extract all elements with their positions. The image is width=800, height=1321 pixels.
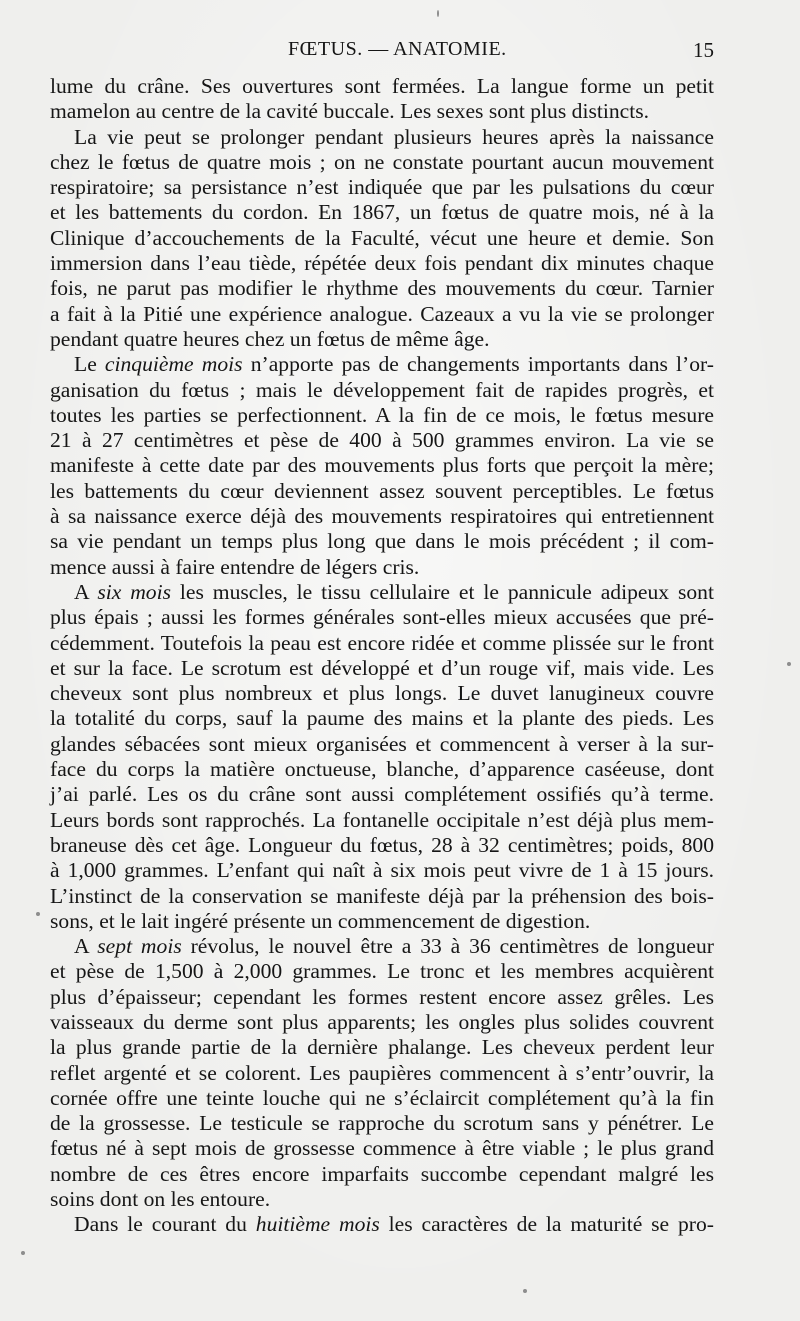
italic-term: six mois (97, 579, 171, 604)
running-head (48, 38, 714, 66)
text-line: a fait à la Pitié une expérience analogue. Cazeaux a vu la vie se prolonger (50, 301, 714, 326)
paragraph-first-line (50, 352, 714, 377)
text-segment: A (74, 579, 98, 604)
italic-term: cinquième mois (104, 352, 243, 377)
text-line: à sa naissance exerce déjà des mouvements respiratoires qui entretiennent (50, 504, 714, 529)
text-line: fois, ne parut pas modifier le rhythme des mouvements du cœur. Tarnier (50, 276, 714, 301)
text-line: mence aussi à faire entendre de légers cris. (50, 554, 420, 579)
print-speck (21, 1251, 25, 1255)
text-line: j’ai parlé. Les os du crâne sont aussi complétement ossifiés qu’à terme. (50, 782, 714, 807)
text-line: pendant quatre heures chez un fœtus de même âge. (50, 326, 490, 351)
print-speck (437, 10, 439, 17)
text-segment: les muscles, le tissu cellulaire et le pannicule adipeux sont (171, 579, 714, 604)
text-line: cornée offre une teinte louche qui ne s’éclaircit complétement qu’à la fin (50, 1085, 714, 1110)
italic-term: sept mois (97, 934, 182, 959)
text-line: sons, et le lait ingéré présente un commencement de digestion. (50, 908, 591, 933)
italic-term: huitième mois (255, 1212, 380, 1237)
paragraph-first-line (50, 580, 714, 605)
text-line: manifeste à cette date par des mouvements plus forts que perçoit la mère; (50, 453, 714, 478)
text-line: de la grossesse. Le testicule se rapproche du scrotum sans y pénétrer. Le (50, 1111, 714, 1136)
text-line: Leurs bords sont rapprochés. La fontanelle occipitale n’est déjà plus mem- (50, 807, 714, 832)
text-line: cédemment. Toutefois la peau est encore ridée et comme plissée sur le front (50, 630, 714, 655)
text-line: face du corps la matière onctueuse, blanche, d’apparence caséeuse, dont (50, 757, 714, 782)
text-line: vaisseaux du derme sont plus apparents; les ongles plus solides couvrent (50, 1009, 714, 1034)
text-line: Clinique d’accouchements de la Faculté, vécut une heure et demie. Son (50, 225, 714, 250)
text-segment: Dans le courant du (74, 1212, 256, 1237)
running-title: FŒTUS. — ANATOMIE. (288, 38, 507, 60)
text-line: reflet argenté et se colorent. Les paupières commencent à s’entr’ouvrir, la (50, 1060, 714, 1085)
text-segment: n’apporte pas de changements importants dans l’or- (242, 352, 714, 377)
text-line: soins dont on les entoure. (50, 1187, 271, 1212)
text-segment: les caractères de la maturité se pro- (379, 1212, 714, 1237)
text-line: les battements du cœur deviennent assez souvent perceptibles. Le fœtus (50, 478, 714, 503)
print-speck (523, 1289, 527, 1293)
print-speck (787, 662, 791, 666)
body-text (50, 74, 714, 1238)
text-segment: A (74, 934, 98, 959)
text-line: L’instinct de la conservation se manifeste déjà par la préhension des bois- (50, 883, 714, 908)
text-line: 21 à 27 centimètres et pèse de 400 à 500 grammes environ. La vie se (50, 428, 714, 453)
text-line: braneuse dès cet âge. Longueur du fœtus, 28 à 32 centimètres; poids, 800 (50, 832, 714, 857)
text-line: mamelon au centre de la cavité buccale. Les sexes sont plus distincts. (50, 99, 650, 124)
text-line: plus d’épaisseur; cependant les formes restent encore assez grêles. Les (50, 984, 714, 1009)
text-line: fœtus né à sept mois de grossesse commence à être viable ; le plus grand (50, 1136, 714, 1161)
text-line: ganisation du fœtus ; mais le développement fait de rapides progrès, et (50, 377, 714, 402)
text-line: chez le fœtus de quatre mois ; on ne constate pourtant aucun mouvement (50, 149, 714, 174)
text-line: la plus grande partie de la dernière phalange. Les cheveux perdent leur (50, 1035, 714, 1060)
text-line: glandes sébacées sont mieux organisées et commencent à verser à la sur- (50, 731, 714, 756)
text-line: nombre de ces êtres encore imparfaits succombe cependant malgré les (50, 1161, 714, 1186)
text-line: toutes les parties se perfectionnent. A la fin de ce mois, le fœtus mesure (50, 402, 714, 427)
text-line: plus épais ; aussi les formes générales sont-elles mieux accusées que pré- (50, 605, 714, 630)
text-line: à 1,000 grammes. L’enfant qui naît à six mois peut vivre de 1 à 15 jours. (50, 858, 714, 883)
text-line: et sur la face. Le scrotum est développé et d’un rouge vif, mais vide. Les (50, 655, 714, 680)
text-segment: révolus, le nouvel être a 33 à 36 centimètres de longueur (181, 934, 714, 959)
text-line: et pèse de 1,500 à 2,000 grammes. Le tronc et les membres acquièrent (50, 959, 714, 984)
text-line: immersion dans l’eau tiède, répétée deux fois pendant dix minutes chaque (50, 251, 714, 276)
text-line: la totalité du corps, sauf la paume des mains et la plante des pieds. Les (50, 706, 714, 731)
paragraph-first-line (50, 934, 714, 959)
page-number: 15 (693, 38, 714, 62)
text-segment: Le (74, 352, 105, 377)
print-speck (36, 912, 40, 916)
paragraph-first-line (50, 1212, 714, 1237)
text-line: et les battements du cordon. En 1867, un fœtus de quatre mois, né à la (50, 200, 714, 225)
paragraph-first-line: La vie peut se prolonger pendant plusieurs heures après la naissance (74, 124, 714, 149)
text-line: lume du crâne. Ses ouvertures sont fermées. La langue forme un petit (50, 74, 714, 98)
text-line: cheveux sont plus nombreux et plus longs. Le duvet lanugineux couvre (50, 681, 714, 706)
text-line: sa vie pendant un temps plus long que dans le mois précédent ; il com- (50, 529, 714, 554)
text-line: respiratoire; sa persistance n’est indiquée que par les pulsations du cœur (50, 175, 714, 200)
